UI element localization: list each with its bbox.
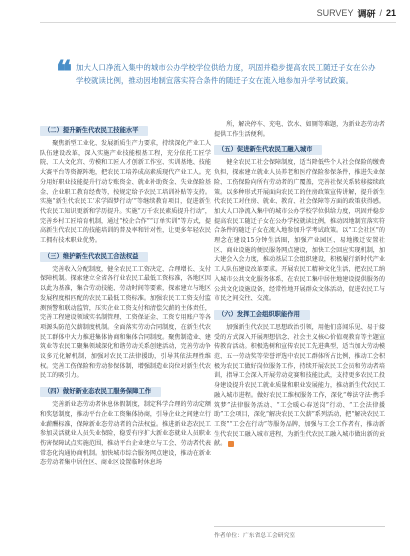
page-number: 21: [385, 8, 396, 18]
header-separator: /: [379, 8, 382, 18]
author-affiliation: 作者单位：广东省总工会研究室: [214, 533, 296, 539]
paragraph: 聚焦新型工业化、发展新质生产力要求，持续深化产业工人队伍建设改革，深入实施产业技能根基工程，充分依托工匠学院、工人文化宫、劳模和工匠人才创新工作室、实训基地、技能大赛平台等资源阵地，把农民工培养成高素质现代产业工人。充分用好职业技能提升行动专账资金、就业补助资金、失业保险基金、企业职工教育经费等，按规定给予农民工培训补贴等支持。实施“新生代农民工‘求学圆梦行动’”等继续教育项目，促进新生代农民工知识更新和学历提升。实施“万千农民素质提升行动”，完善乡村工匠培育机制，通过“校企合作”“订单实训”等方式，提高新生代农民工的技能培训的普及率和针对性，让更多年轻农民工拥有技术职业优势。: [40, 140, 211, 245]
quote-mark-icon: ❝: [56, 55, 73, 90]
paragraph: 所，解决停车、充电、饮水、如厕等难题，为新业态劳动者提供工作生活便利。: [214, 121, 385, 138]
header-section-cn: 调研: [357, 8, 376, 19]
header-divider: [40, 22, 396, 23]
left-column: [40, 120, 211, 468]
paragraph: 完善新业态劳动者休息休假制度，制定科学合理的劳动定额和奖惩制度，推动平台企业工资集体协商，引导企业之间建立行业薪酬标准，保障新业态劳动者的合法权益。推进新业态农民工参加灵活就业人员失业保险，稳妥有序扩大新业态就业人员职业伤害保障试点实施范围，推动平台企业建立与工会、劳动者代表常态化沟通协商机制。加快城市综合服务网点建设，推动在新业态劳动者集中居住区、商业区设置临时休息场: [40, 401, 211, 467]
pull-quote: [56, 55, 376, 90]
right-column: [214, 120, 385, 449]
pull-quote-text: 加大人口净流入集中的城市公办学校学位供给力度，巩固并稳步提高农民工随迁子女在公办学校就读比例，推动因地制宜落实符合条件的随迁子女在流入地参加升学考试政策。: [76, 63, 376, 85]
author-divider: [214, 526, 385, 527]
paragraph: 完善收入分配制度，健全农民工工资决定、合理增长、支付保障机制。探索建立全省各行业农民工最低工资标准，各地区因以此为基准，集合劳动技能、劳动时间等要素，探索建立与地区发展程度相匹配的农民工最低工资标准。加强农民工工资支付监测预警和联动监管，压实企业工资支付和清偿欠薪的主体责任，完善工程建设领域实名制管理、工资保证金、工资专用账户等各项源头防范欠薪制度机制。全面落实劳动合同制度，在新生代农民工群体中大力推进集体协商和集体合同制度。聚焦制造业、建筑业等农民工聚集领域深化和谐劳动关系创建活动，完善劳动争议多元化解机制，加强对农民工法律援助，引导其依法理性维权。完善工伤保险和劳动参保体制，增强制造业岗位对新生代农民工的吸引力。: [40, 265, 211, 380]
header-section-en: SURVEY: [316, 8, 354, 18]
section-heading-4: （四）做好新业态农民工服务保障工作: [40, 387, 161, 397]
section-heading-6: （六）发挥工会组织职能作用: [214, 310, 310, 320]
section-heading-2: （二）提升新生代农民工技能水平: [40, 126, 148, 136]
page-header: [317, 6, 396, 20]
paragraph: 健全农民工社会保障制度，适当降低些个人社会保险的缴费负担，探索建立就业人员养老和医疗保险参保条件，推进失业保险、工伤保险向所有劳动者的广覆盖，完善社保关系转移接续政策。以多种形式开展面向农民工的住房政策宣传讲解，提升新生代农民工对住房、就业、教育、社会保障等方面的政策获得感。加大人口净流入集中的城市公办学校学位供给力度，巩固并稳步提高农民工随迁子女在公办学校就读比例，推动因地制宜落实符合条件的随迁子女在流入地参加升学考试政策。以“工会社区”的理念在建设15分钟生活圈，加强产业园区、易地搬迁安置社区、商业设施的便民服务网点建设，加快工会回应实现机制，加大建会入会力度，推动基层工会组织建设，积极履行新时代产业工人队伍建设改革要求。开展农民工精神文化生活，把农民工纳入城市公共文化服务体系，在农民工集中居住地建设提供服务的公共文化设施设备，经常性地开展群众文体活动，促进农民工与市民之间交往、交流。: [214, 159, 385, 303]
article-end-icon: [228, 441, 234, 447]
paragraph: [214, 323, 385, 449]
section-heading-3: （三）维护新生代农民工合法权益: [40, 252, 148, 262]
paragraph-text: 加强新生代农民工思想政治引领，用他们喜闻乐见、易于接受的方式深入开展理想信念、社会主义核心价值观教育等主题宣传教育活动。积极选树和宣传农民工先进典型，适当加大劳动模范、五一劳动奖等荣誉评选中农民工群体所占比例，推动工会积极为农民工做好岗位服务工作，持续开展农民工会员和劳动者培训，指导工会深入开展劳动竞赛和技能比武，支持更多农民工投身建设提升农民工就业质量和职业发展能力，推动新生代农民工融入城市进程。做好农民工维权服务工作，深化“尊法守法·携手筑梦”法律服务活动、“工会暖心春送岗”行动、“工会法律援助”工会项目，深化“解决农民工欠薪”系列活动，把“解决农民工工资”“工会在行动”等服务品牌，加强与工会工作者有，推动新生代农民工融入城市进程，为新生代农民工融入城市做出新的贡献。: [214, 323, 385, 448]
section-heading-5: （五）促进新生代农民工融入城市: [214, 145, 322, 155]
